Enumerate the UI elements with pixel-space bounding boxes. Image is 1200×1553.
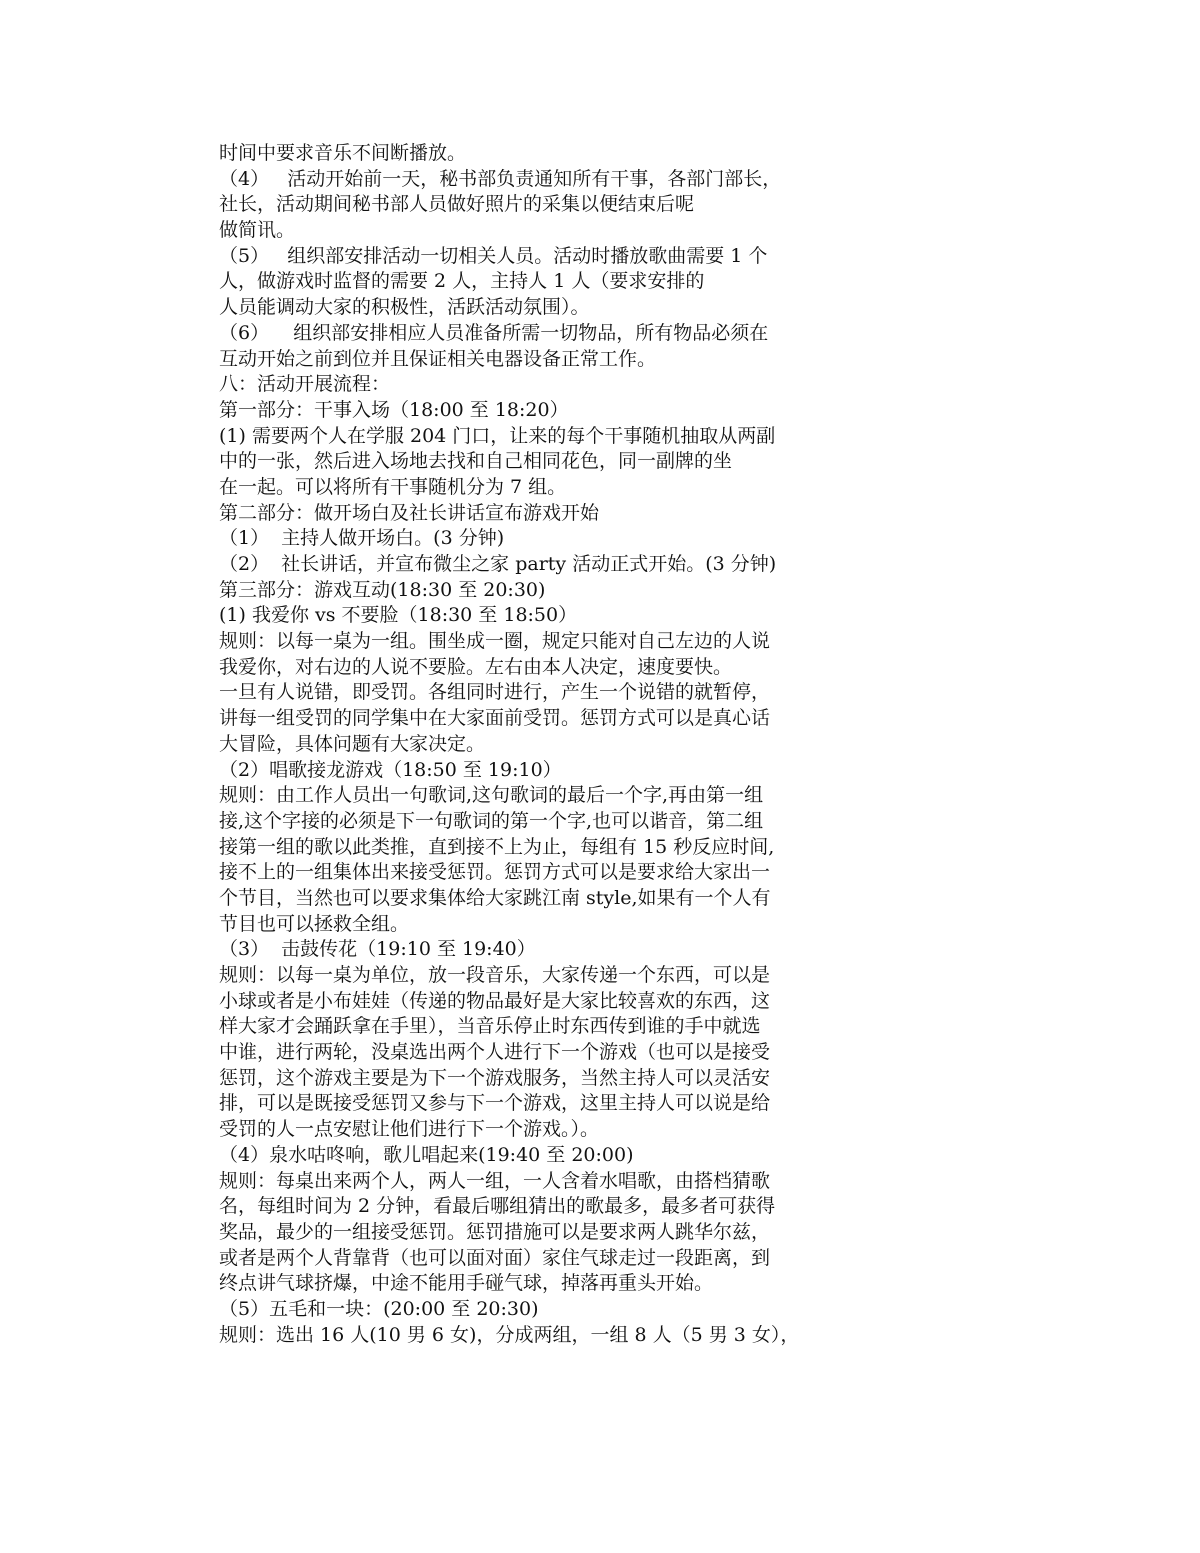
text-line: （2） 社长讲话，并宣布微尘之家 party 活动正式开始。(3 分钟) bbox=[219, 553, 777, 575]
text-line: 社长，活动期间秘书部人员做好照片的采集以便结束后呢 bbox=[219, 193, 695, 216]
text-line: 小球或者是小布娃娃（传递的物品最好是大家比较喜欢的东西，这 bbox=[219, 989, 771, 1012]
text-line: 时间中要求音乐不间断播放。 bbox=[219, 142, 467, 164]
text-line: 我爱你，对右边的人说不要脸。左右由本人决定，速度要快。 bbox=[219, 655, 733, 678]
text-line: 第二部分：做开场白及社长讲话宣布游戏开始 bbox=[219, 501, 600, 524]
text-line: 受罚的人一点安慰让他们进行下一个游戏。）。 bbox=[219, 1118, 600, 1141]
text-line: 名，每组时间为 2 分钟，看最后哪组猜出的歌最多，最多者可获得 bbox=[219, 1195, 776, 1218]
text-line: 接,这个字接的必须是下一句歌词的第一个字,也可以谐音，第二组 bbox=[219, 809, 764, 832]
text-line: (1) 我爱你 vs 不要脸（18:30 至 18:50） bbox=[219, 604, 578, 627]
text-line: 互动开始之前到位并且保证相关电器设备正常工作。 bbox=[219, 347, 657, 370]
text-line: 个节目，当然也可以要求集体给大家跳江南 style,如果有一个人有 bbox=[219, 886, 771, 909]
text-line: 一旦有人说错，即受罚。各组同时进行，产生一个说错的就暂停， bbox=[219, 681, 771, 704]
text-line: （4） 活动开始前一天，秘书部负责通知所有干事，各部门部长， bbox=[219, 167, 782, 190]
text-line: （1） 主持人做开场白。(3 分钟) bbox=[219, 527, 505, 550]
text-line: 在一起。可以将所有干事随机分为 7 组。 bbox=[219, 475, 567, 498]
text-line: 第三部分：游戏互动(18:30 至 20:30) bbox=[219, 578, 546, 601]
text-line: 接第一组的歌以此类推，直到接不上为止，每组有 15 秒反应时间, bbox=[219, 835, 775, 858]
text-line: 样大家才会踊跃拿在手里），当音乐停止时东西传到谁的手中就选 bbox=[219, 1015, 761, 1038]
text-line: 大冒险，具体问题有大家决定。 bbox=[219, 732, 486, 755]
text-line: (1) 需要两个人在学服 204 门口，让来的每个干事随机抽取从两副 bbox=[219, 424, 776, 447]
text-line: 第一部分：干事入场（18:00 至 18:20） bbox=[219, 398, 569, 421]
text-line: 排，可以是既接受惩罚又参与下一个游戏，这里主持人可以说是给 bbox=[219, 1092, 771, 1115]
text-line: 人员能调动大家的积极性，活跃活动氛围）。 bbox=[219, 296, 590, 319]
text-line: 节目也可以拯救全组。 bbox=[219, 912, 410, 935]
text-line: 或者是两个人背靠背（也可以面对面）家住气球走过一段距离，到 bbox=[219, 1246, 771, 1269]
text-line: 规则：以每一桌为单位，放一段音乐，大家传递一个东西，可以是 bbox=[219, 964, 771, 986]
text-line: 规则：以每一桌为一组。围坐成一圈，规定只能对自己左边的人说 bbox=[219, 630, 771, 653]
text-line: 做简讯。 bbox=[219, 219, 296, 242]
text-line: （6） 组织部安排相应人员准备所需一切物品，所有物品必须在 bbox=[219, 321, 769, 344]
document-page bbox=[219, 141, 839, 1348]
text-line: 八：活动开展流程： bbox=[219, 373, 391, 396]
text-line: （2）唱歌接龙游戏（18:50 至 19:10） bbox=[219, 758, 562, 781]
text-line: 人，做游戏时监督的需要 2 人，主持人 1 人（要求安排的 bbox=[219, 270, 705, 293]
text-line: 惩罚，这个游戏主要是为下一个游戏服务，当然主持人可以灵活安 bbox=[219, 1066, 771, 1089]
text-line: （5） 组织部安排活动一切相关人员。活动时播放歌曲需要 1 个 bbox=[219, 244, 768, 267]
text-line: 中的一张，然后进入场地去找和自己相同花色，同一副牌的坐 bbox=[219, 450, 733, 473]
text-line: （4）泉水咕咚响，歌儿唱起来(19:40 至 20:00) bbox=[219, 1143, 634, 1166]
text-line: 规则：每桌出来两个人，两人一组，一人含着水唱歌，由搭档猜歌 bbox=[219, 1169, 771, 1192]
text-line: （3） 击鼓传花（19:10 至 19:40） bbox=[219, 938, 536, 961]
text-line: （5）五毛和一块：(20:00 至 20:30) bbox=[219, 1297, 539, 1320]
text-line: 中谁，进行两轮，没桌选出两个人进行下一个游戏（也可以是接受 bbox=[219, 1041, 771, 1064]
text-line: 奖品，最少的一组接受惩罚。惩罚措施可以是要求两人跳华尔兹， bbox=[219, 1220, 771, 1243]
text-line: 规则：选出 16 人(10 男 6 女)，分成两组，一组 8 人（5 男 3 女）， bbox=[219, 1323, 800, 1346]
text-line: 终点讲气球挤爆，中途不能用手碰气球，掉落再重头开始。 bbox=[219, 1272, 714, 1295]
text-line: 讲每一组受罚的同学集中在大家面前受罚。惩罚方式可以是真心话 bbox=[219, 707, 771, 730]
text-line: 接不上的一组集体出来接受惩罚。惩罚方式可以是要求给大家出一 bbox=[219, 861, 771, 884]
text-line: 规则：由工作人员出一句歌词,这句歌词的最后一个字,再由第一组 bbox=[219, 784, 764, 807]
